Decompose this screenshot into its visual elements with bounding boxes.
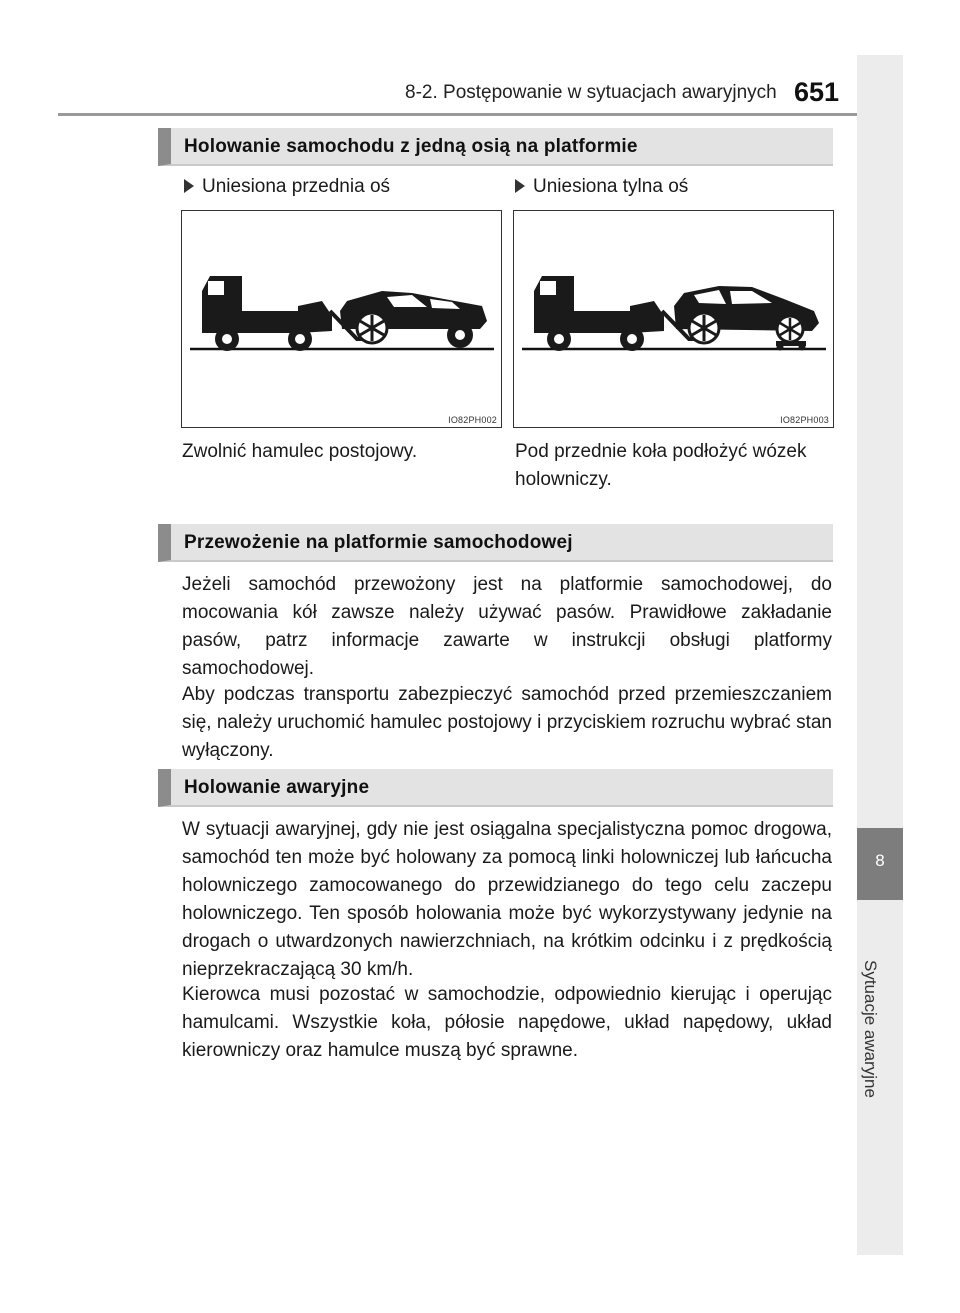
paragraph: Kierowca musi pozostać w samochodzie, odpowiednio kierując i operując hamulcami. Wszystkie koła, półosie napędowe, układ napędowy, układ kierowniczy oraz hamulce muszą być sprawne. xyxy=(182,984,832,1061)
bullet-text: Uniesiona przednia oś xyxy=(202,176,391,197)
triangle-bullet-icon xyxy=(184,179,194,193)
figure-id: IO82PH002 xyxy=(448,415,497,425)
figure-front-axle-raised xyxy=(181,210,502,428)
caption-rear-raised: Pod przednie koła podłożyć wózek holowniczy. xyxy=(515,441,807,490)
section-heading-emergency xyxy=(158,769,833,807)
tow-truck-illustration xyxy=(182,211,501,427)
chapter-number: 8 xyxy=(875,851,885,870)
chapter-label-text: Sytuacje awaryjne xyxy=(861,960,880,1098)
section-heading-text: Holowanie samochodu z jedną osią na platformie xyxy=(184,136,638,157)
paragraph: Aby podczas transportu zabezpieczyć samochód przed przemieszczaniem się, należy uruchomić hamulec postojowy i przyciskiem rozruchu wybrać stan wyłączony. xyxy=(182,684,832,761)
section-heading-text: Holowanie awaryjne xyxy=(184,777,370,798)
paragraph: Jeżeli samochód przewożony jest na platformie samochodowej, do mocowania kół zawsze należy używać pasów. Prawidłowe zakładanie pasów, patrz informacje zawarte w instrukcji obsługi platformy samochodowej. xyxy=(182,574,832,679)
section-heading-text: Przewożenie na platformie samochodowej xyxy=(184,532,573,553)
page-number: 651 xyxy=(794,77,840,107)
figure-id: IO82PH003 xyxy=(780,415,829,425)
tow-truck-dolly-illustration xyxy=(514,211,833,427)
section-heading-transport xyxy=(158,524,833,562)
chapter-label xyxy=(860,960,880,1108)
header-rule xyxy=(58,113,902,116)
triangle-bullet-icon xyxy=(515,179,525,193)
bullet-rear-raised xyxy=(515,176,688,198)
paragraph: W sytuacji awaryjnej, gdy nie jest osiągalna specjalistyczna pomoc drogowa, samochód ten może być holowany za pomocą linki holowniczej lub łańcucha holowniczego zamocowanego do przewidzianego do tego celu zaczepu holowniczego. Ten sposób holowania może być wykorzystywany jedynie na drogach o utwardzonych nawierzchniach, na krótkim odcinku i z prędkością nieprzekraczającą 30 km/h. xyxy=(182,819,832,980)
running-header-section: 8-2. Postępowanie w sytuacjach awaryjnych xyxy=(405,82,777,103)
section-heading-platform xyxy=(158,128,833,166)
bullet-front-raised xyxy=(184,176,390,198)
bullet-text: Uniesiona tylna oś xyxy=(533,176,689,197)
caption-front-raised: Zwolnić hamulec postojowy. xyxy=(182,441,418,462)
figure-rear-axle-raised xyxy=(513,210,834,428)
